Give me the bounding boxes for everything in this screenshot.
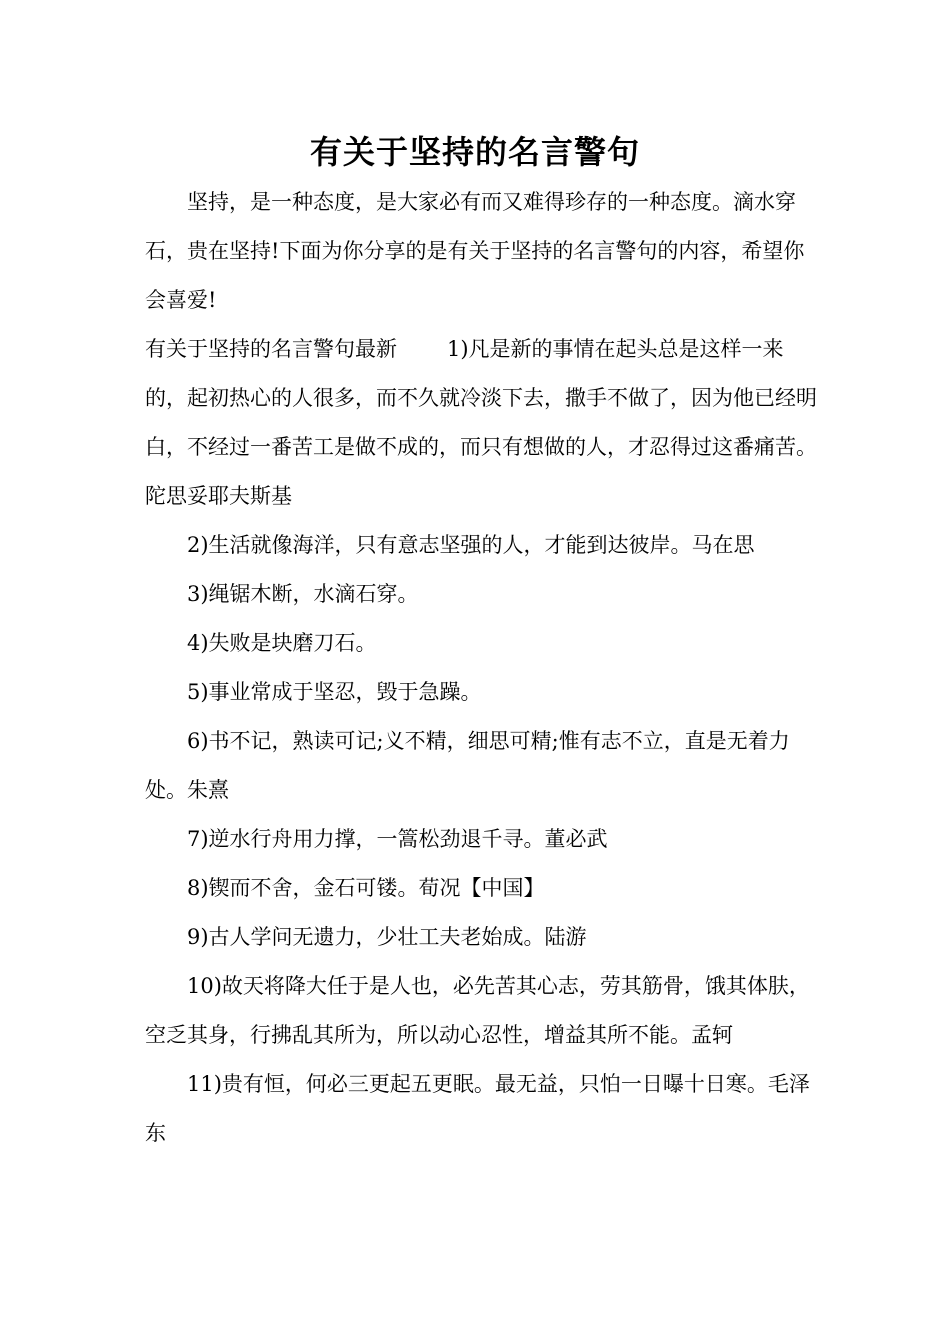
quote-1: 1)凡是新的事情在起头总是这样一来的，起初热心的人很多，而不久就冷淡下去，撒手不做了，因为他已经明白，不经过一番苦工是做不成的，而只有想做的人，才忍得过这番痛苦。陀思妥耶夫斯基 xyxy=(145,337,817,508)
quote-7: 7)逆水行舟用力撑，一篙松劲退千寻。董必武 xyxy=(187,827,608,851)
quote-8: 8)锲而不舍，金石可镂。荀况【中国】 xyxy=(187,876,545,900)
quote-3: 3)绳锯木断，水滴石穿。 xyxy=(187,582,419,606)
quote-5: 5)事业常成于坚忍，毁于急躁。 xyxy=(187,680,482,704)
intro-paragraph: 坚持，是一种态度，是大家必有而又难得珍存的一种态度。滴水穿石，贵在坚持!下面为你分享的是有关于坚持的名言警句的内容，希望你会喜爱! xyxy=(145,190,805,312)
document-body xyxy=(145,178,817,1158)
section-heading: 有关于坚持的名言警句最新 xyxy=(145,337,397,361)
quote-11: 11)贵有恒，何必三更起五更眠。最无益，只怕一日曝十日寒。毛泽东 xyxy=(145,1072,810,1145)
quote-10: 10)故天将降大任于是人也，必先苦其心志，劳其筋骨，饿其体肤，空乏其身，行拂乱其所为，所以动心忍性，增益其所不能。孟轲 xyxy=(145,974,810,1047)
document-title: 有关于坚持的名言警句 xyxy=(309,133,640,171)
quote-2: 2)生活就像海洋，只有意志坚强的人，才能到达彼岸。马在思 xyxy=(187,533,755,557)
quote-9: 9)古人学问无遗力，少壮工夫老始成。陆游 xyxy=(187,925,587,949)
quote-6: 6)书不记，熟读可记;义不精，细思可精;惟有志不立，直是无着力处。朱熹 xyxy=(145,729,790,802)
section-first-paragraph xyxy=(145,325,817,521)
quote-4: 4)失败是块磨刀石。 xyxy=(187,631,377,655)
